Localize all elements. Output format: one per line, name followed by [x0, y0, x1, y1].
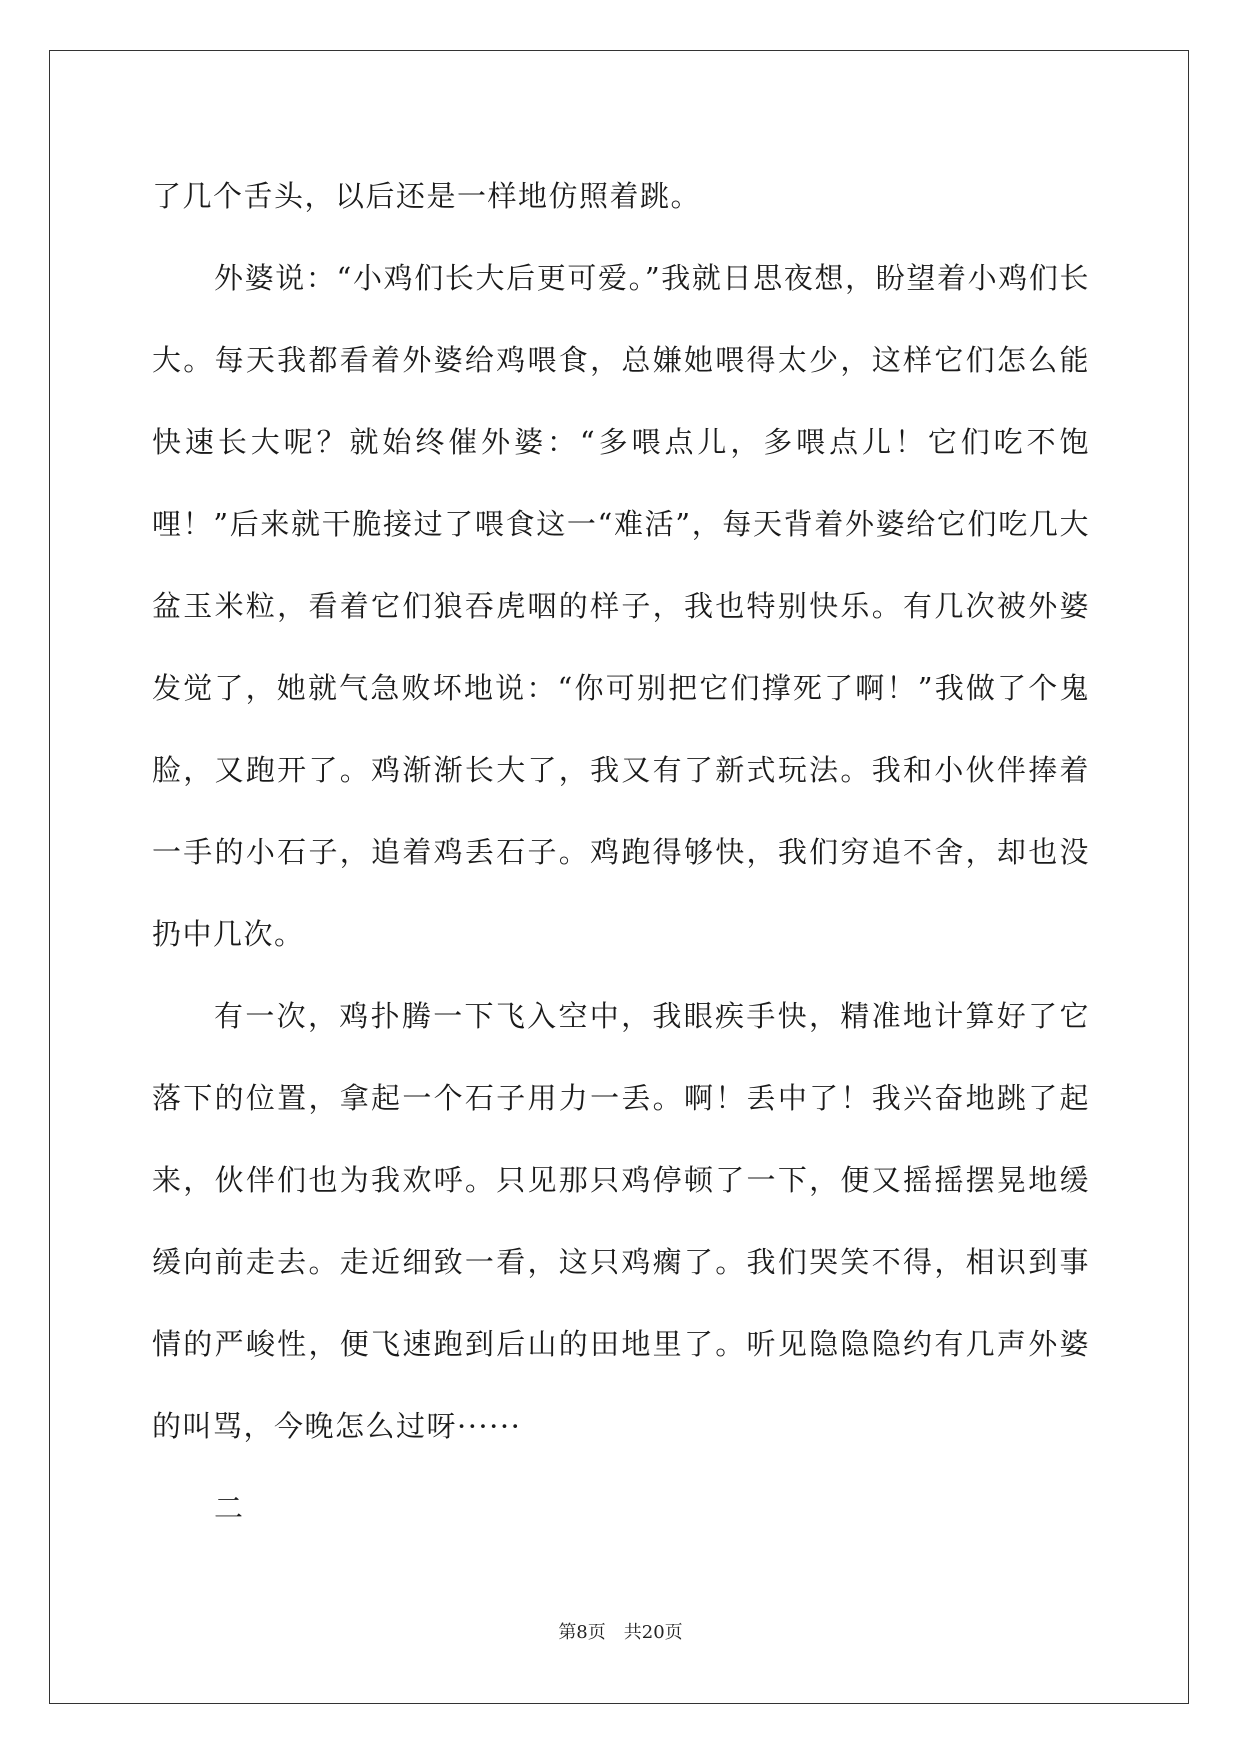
document-body — [152, 155, 1090, 1549]
page-footer: 第8页 共20页 — [558, 1622, 683, 1643]
paragraph-continued: 了几个舌头，以后还是一样地仿照着跳。 — [152, 179, 702, 213]
paragraph: 外婆说：“小鸡们长大后更可爱。”我就日思夜想，盼望着小鸡们长大。每天我都看着外婆给鸡喂食，总嫌她喂得太少，这样它们怎么能快速长大呢？就始终催外婆：“多喂点儿，多喂点儿！它们吃不饱哩！”后来就干脆接过了喂食这一“难活”，每天背着外婆给它们吃几大盆玉米粒，看着它们狼吞虎咽的样子，我也特别快乐。有几次被外婆发觉了，她就气急败坏地说：“你可别把它们撑死了啊！”我做了个鬼脸，又跑开了。鸡渐渐长大了，我又有了新式玩法。我和小伙伴捧着一手的小石子，追着鸡丢石子。鸡跑得够快，我们穷追不舍，却也没扔中几次。 — [152, 261, 1090, 951]
section-heading: 二 — [214, 1491, 245, 1525]
paragraph: 有一次，鸡扑腾一下飞入空中，我眼疾手快，精准地计算好了它落下的位置，拿起一个石子用力一丢。啊！丢中了！我兴奋地跳了起来，伙伴们也为我欢呼。只见那只鸡停顿了一下，便又摇摇摆晃地缓缓向前走去。走近细致一看，这只鸡瘸了。我们哭笑不得，相识到事情的严峻性，便飞速跑到后山的田地里了。听见隐隐隐约有几声外婆的叫骂，今晚怎么过呀······ — [152, 999, 1090, 1443]
